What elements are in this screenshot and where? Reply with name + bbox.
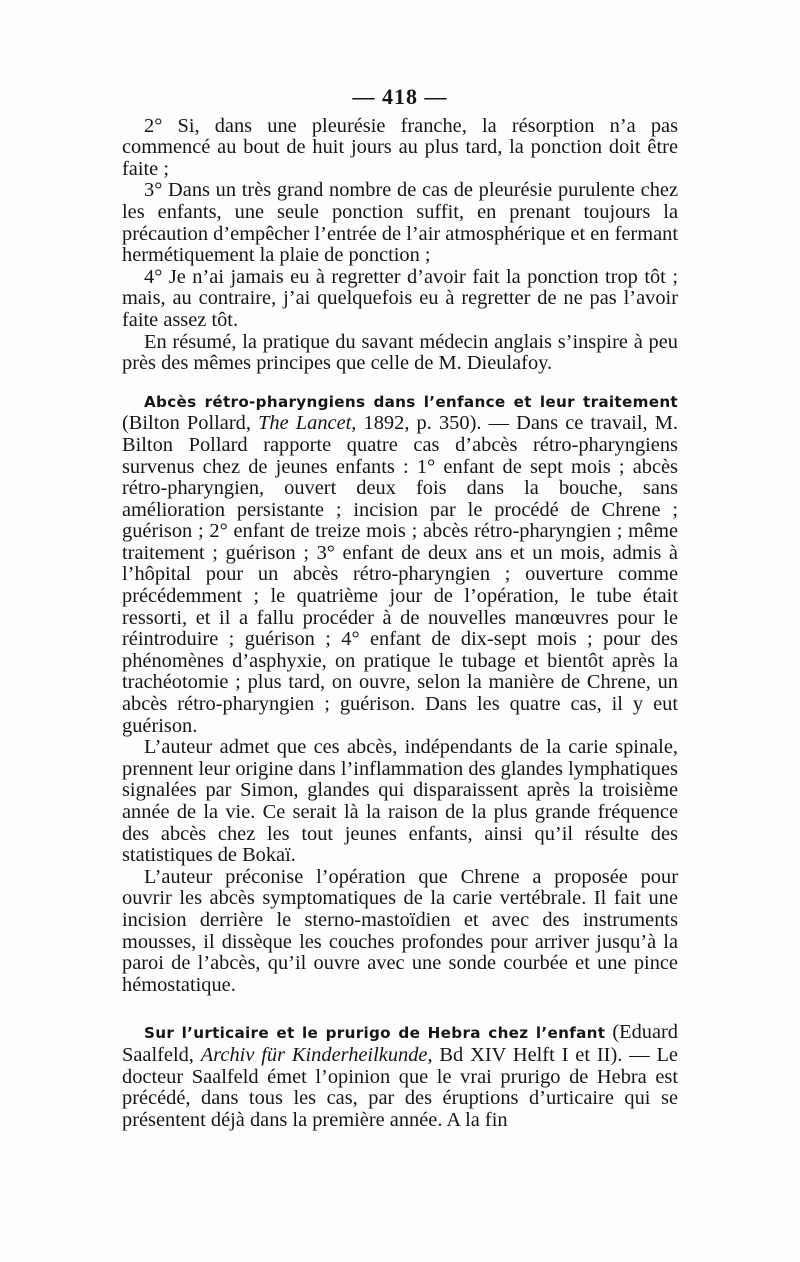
section-urticaria-body: Bd XIV Helft I et II). — Le docteur Saalfeld émet l’opinion que le vrai prurigo de Hebra est précédé, dans tous les cas, par des éruptions d’urticaire qui se présentent déjà dans la première année. A la fin: [122, 1043, 678, 1131]
section-heading-retro-pharyngeal: Abcès rétro-pharyngiens dans l’enfance et leur traitement: [144, 392, 678, 411]
paragraph-author-admits: L’auteur admet que ces abcès, indépendants de la carie spinale, prennent leur origine dans l’inflammation des glandes lymphatiques signalées par Simon, glandes qui disparaissent après la troisième année de la vie. Ce serait là la raison de la plus grande fréquence des abcès chez les tout jeunes enfants, ainsi qu’il résulte des statistiques de Bokaï.: [122, 736, 678, 867]
section-spacer: [122, 375, 678, 391]
journal-title: The Lancet,: [258, 412, 357, 435]
section-retro-pharyngeal-intro: [122, 391, 678, 738]
section-heading-urticaria: Sur l’urticaire et le prurigo de Hebra chez l’enfant: [144, 1024, 606, 1043]
paragraph-point-3: 3° Dans un très grand nombre de cas de pleurésie purulente chez les enfants, une seule ponction suffit, en prenant toujours la précaution d’empêcher l’entrée de l’air atmosphérique et en fermant hermétiquement la plaie de ponction ;: [122, 179, 678, 267]
paragraph-author-recommends: L’auteur préconise l’opération que Chrene a proposée pour ouvrir les abcès symptomatiques de la carie vertébrale. Il fait une incision derrière le sterno-mastoïdien et avec des instruments mousses, il dissèque les couches profondes pour arriver jusqu’à la paroi de l’abcès, qu’il ouvre avec une sonde courbée et une pince hémostatique.: [122, 865, 678, 996]
citation-text-before: (Bilton Pollard,: [122, 412, 259, 435]
paragraph-point-4: 4° Je n’ai jamais eu à regretter d’avoir fait la ponction trop tôt ; mais, au contraire, j’ai quelquefois eu à regretter de ne pas l’avoir faite assez tôt.: [122, 265, 678, 331]
paragraph-point-2: 2° Si, dans une pleurésie franche, la résorption n’a pas commencé au bout de huit jours au plus tard, la ponction doit être faite ;: [122, 114, 678, 180]
paragraph-summary: En résumé, la pratique du savant médecin anglais s’inspire à peu près des mêmes principes que celle de M. Dieulafoy.: [122, 330, 678, 375]
citation-text-before: (Eduard Saalfeld,: [122, 1021, 678, 1066]
page-text: [122, 86, 678, 1131]
journal-title: Archiv für Kinderheilkunde,: [200, 1043, 433, 1066]
page-number: — 418 —: [352, 84, 448, 109]
section-retro-pharyngeal-body: 1892, p. 350). — Dans ce travail, M. Bilton Pollard rapporte quatre cas d’abcès rétro-pharyngiens survenus chez de jeunes enfants : 1° enfant de sept mois ; abcès rétro-pharyngien, ouvert deux fois dans la bouche, sans amélioration persistante ; incision par le procédé de Chrene ; guérison ; 2° enfant de treize mois ; abcès rétro-pharyngien ; même traitement ; guérison ; 3° enfant de deux ans et un mois, admis à l’hôpital pour un abcès rétro-pharyngien ; ouverture comme précédemment ; le quatrième jour de l’opération, le tube était ressorti, et il a fallu procéder à de nouvelles manœuvres pour le réintroduire ; guérison ; 4° enfant de dix-sept mois ; pour des phénomènes d’asphyxie, on pratique le tubage et bientôt après la trachéotomie ; plus tard, on ouvre, selon la manière de Chrene, un abcès rétro-pharyngien ; guérison. Dans les quatre cas, il y eut guérison.: [122, 412, 678, 737]
section-urticaria-intro: [122, 1022, 678, 1131]
section-spacer: [122, 996, 678, 1022]
